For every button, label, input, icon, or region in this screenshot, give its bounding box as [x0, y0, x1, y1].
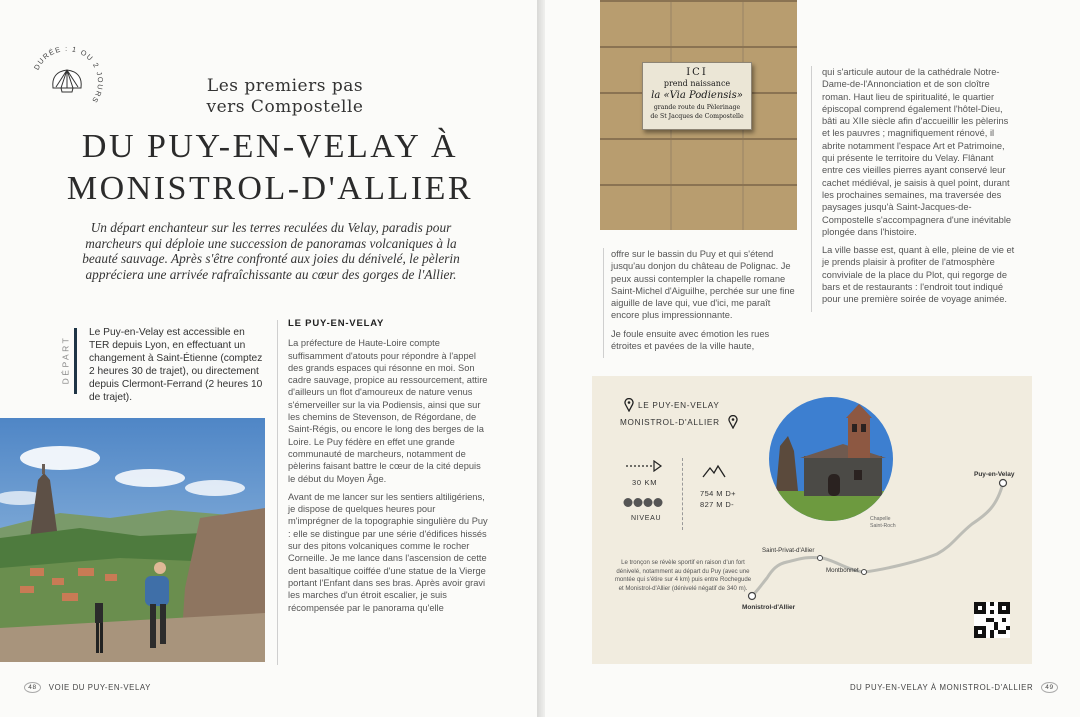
elevation-up: 754 M D+ [700, 489, 736, 498]
plaque-line-2: prend naissance [663, 79, 731, 88]
folio-left [24, 682, 151, 693]
title-line-1: DU PUY-EN-VELAY À [81, 128, 459, 165]
plaque-line-5: de St Jacques de Compostelle [650, 113, 744, 120]
location-pin-icon [728, 415, 738, 429]
distance-arrow-icon [624, 460, 664, 472]
distance-value: 30 KM [632, 478, 658, 487]
paragraph: La préfecture de Haute-Loire compte suffisamment d'atouts pour répondre à l'appel des grands espaces qui résonne en moi. Son cadre sauvage, propice au ressourcement, attire d'ailleurs un flot d'amoureux de nature venus s'émerveiller sur la via Podiensis, ainsi que sur les chemins de Stevenson, de Régordane, de Saint-Régis, ou encore le long des berges de la Loire. Le Puy fédère en effet une grande communauté de marcheurs, notamment de pèlerins faisant battre le cœur de la cité depuis le début du Moyen Âge. [288, 338, 488, 484]
plaque-line-4: grande route du Pèlerinage [653, 104, 741, 111]
qr-code-icon[interactable] [974, 602, 1010, 638]
article-column-1 [288, 318, 488, 620]
duration-badge [25, 40, 109, 124]
title-line-2: MONISTROL-D'ALLIER [66, 170, 474, 207]
scallop-shell-icon [53, 70, 81, 92]
route-note: Le tronçon se révèle sportif en raison d'un fort dénivelé, notamment au départ du Puy (avec une montée qui s'étire sur 4 km) puis entre Rochegude et Monistrol-d'Allier (dénivelé négatif de 340 m). [614, 559, 752, 592]
running-head: DU PUY-EN-VELAY À MONISTROL-D'ALLIER [849, 682, 1034, 692]
place-chapelle-2: Saint-Roch [870, 523, 896, 529]
running-head: VOIE DU PUY-EN-VELAY [48, 682, 151, 692]
route-info-box [592, 376, 1032, 664]
subtitle-line-1: Les premiers pas [206, 76, 364, 96]
depart-label: DÉPART [60, 335, 71, 385]
subtitle [150, 76, 420, 118]
depart-accent-bar [74, 328, 77, 394]
plaque-line-3: la «Via Podiensis» [651, 90, 743, 101]
place-saint-privat: Saint-Privat-d'Allier [762, 547, 815, 554]
place-chapelle-1: Chapelle [870, 516, 891, 522]
paragraph: La ville basse est, quant à elle, pleine de vie et je prends plaisir à profiter de l'atmosphère conviviale de la place du Plot, qui regorge de bars et de restaurants : l'endroit tout indiqué pour une première soirée de voyage animée. [822, 245, 1015, 305]
page-number: 48 [24, 682, 41, 693]
mountain-elevation-icon [702, 464, 726, 478]
location-pin-icon [624, 398, 634, 412]
folio-right [850, 682, 1058, 693]
elevation-down: 827 M D- [700, 500, 735, 509]
article-column-3 [811, 66, 1015, 312]
page-title [40, 126, 500, 210]
route-start: LE PUY-EN-VELAY [638, 401, 720, 410]
badge-text: DURÉE : 1 OU 2 JOURS [31, 43, 106, 106]
stone-plaque-photo [600, 0, 797, 230]
lead-paragraph: Un départ enchanteur sur les terres reculées du Velay, paradis pour marcheurs qui déploie une succession de panoramas volcaniques à la beauté sauvage. Après s'être confronté aux joies du dénivelé, le pèlerin appréciera une arrivée rafraîchissante au cœur des gorges de l'Allier. [82, 220, 460, 282]
paragraph: offre sur le bassin du Puy et qui s'étend jusqu'au donjon du château de Polignac. Je peux aussi contempler la chapelle romane Saint-Michel d'Aiguilhe, perchée sur une fine aiguille de lave qui, vue d'ici, me paraît encore plus impressionnante. [611, 249, 795, 321]
article-column-2 [603, 248, 801, 358]
section-heading: LE PUY-EN-VELAY [288, 318, 385, 329]
column-separator [277, 320, 278, 665]
right-page [545, 0, 1080, 717]
difficulty-level-icon [623, 497, 665, 508]
le-puy-panorama-photo [0, 418, 265, 662]
left-page [0, 0, 537, 717]
subtitle-line-2: vers Compostelle [206, 97, 364, 117]
route-end: MONISTROL-D'ALLIER [620, 418, 720, 427]
book-gutter [537, 0, 545, 717]
depart-text: Le Puy-en-Velay est accessible en TER depuis Lyon, en effectuant un changement à Saint-Étienne (comptez 2 heures 30 de trajet), ou directement depuis Clermont-Ferrand (2 heures 10 de trajet). [89, 327, 263, 404]
place-puy: Puy-en-Velay [974, 471, 1015, 478]
paragraph: Avant de me lancer sur les sentiers altiligériens, je dispose de quelques heures pour m'imprégner de la topographie singulière du Puy : elle se distingue par une série d'édifices hissés sur des pitons volcaniques comme le rocher Corneille. Je me lance dans l'ascension de cette dent basaltique coiffée d'une statue de la Vierge portant l'Enfant dans ses bras. Après avoir gravi les marches d'un étroit escalier, je suis récompensée par le panorama qu'elle [288, 491, 488, 613]
plaque [642, 62, 752, 130]
place-monistrol: Monistrol-d'Allier [742, 604, 796, 611]
level-label: NIVEAU [631, 515, 662, 522]
stats-divider [682, 458, 683, 530]
place-montbonnet: Montbonnet [826, 567, 859, 574]
paragraph: Je foule ensuite avec émotion les rues étroites et pavées de la ville haute, [611, 328, 770, 352]
plaque-line-1: ICI [686, 67, 708, 78]
paragraph: qui s'articule autour de la cathédrale Notre-Dame-de-l'Annonciation et de son cloître roman. Haut lieu de spiritualité, le quartier épiscopal comprend également l'hôtel-Dieu, bâti au XIIe siècle afin d'accueillir les pèlerins et les pauvres ; magnifiquement rénové, il abrite notamment l'espace Art et Patrimoine, qui présente le territoire du Velay. Flânant entre ces vieilles pierres ayant conservé leur cachet médiéval, je saisis à quel point, durant les prochaines semaines, ma traversée des paysages jusqu'à Saint-Jacques-de-Compostelle s'accompagnera d'une inévitable plongée dans l'histoire. [822, 67, 1012, 237]
page-number: 49 [1041, 682, 1058, 693]
